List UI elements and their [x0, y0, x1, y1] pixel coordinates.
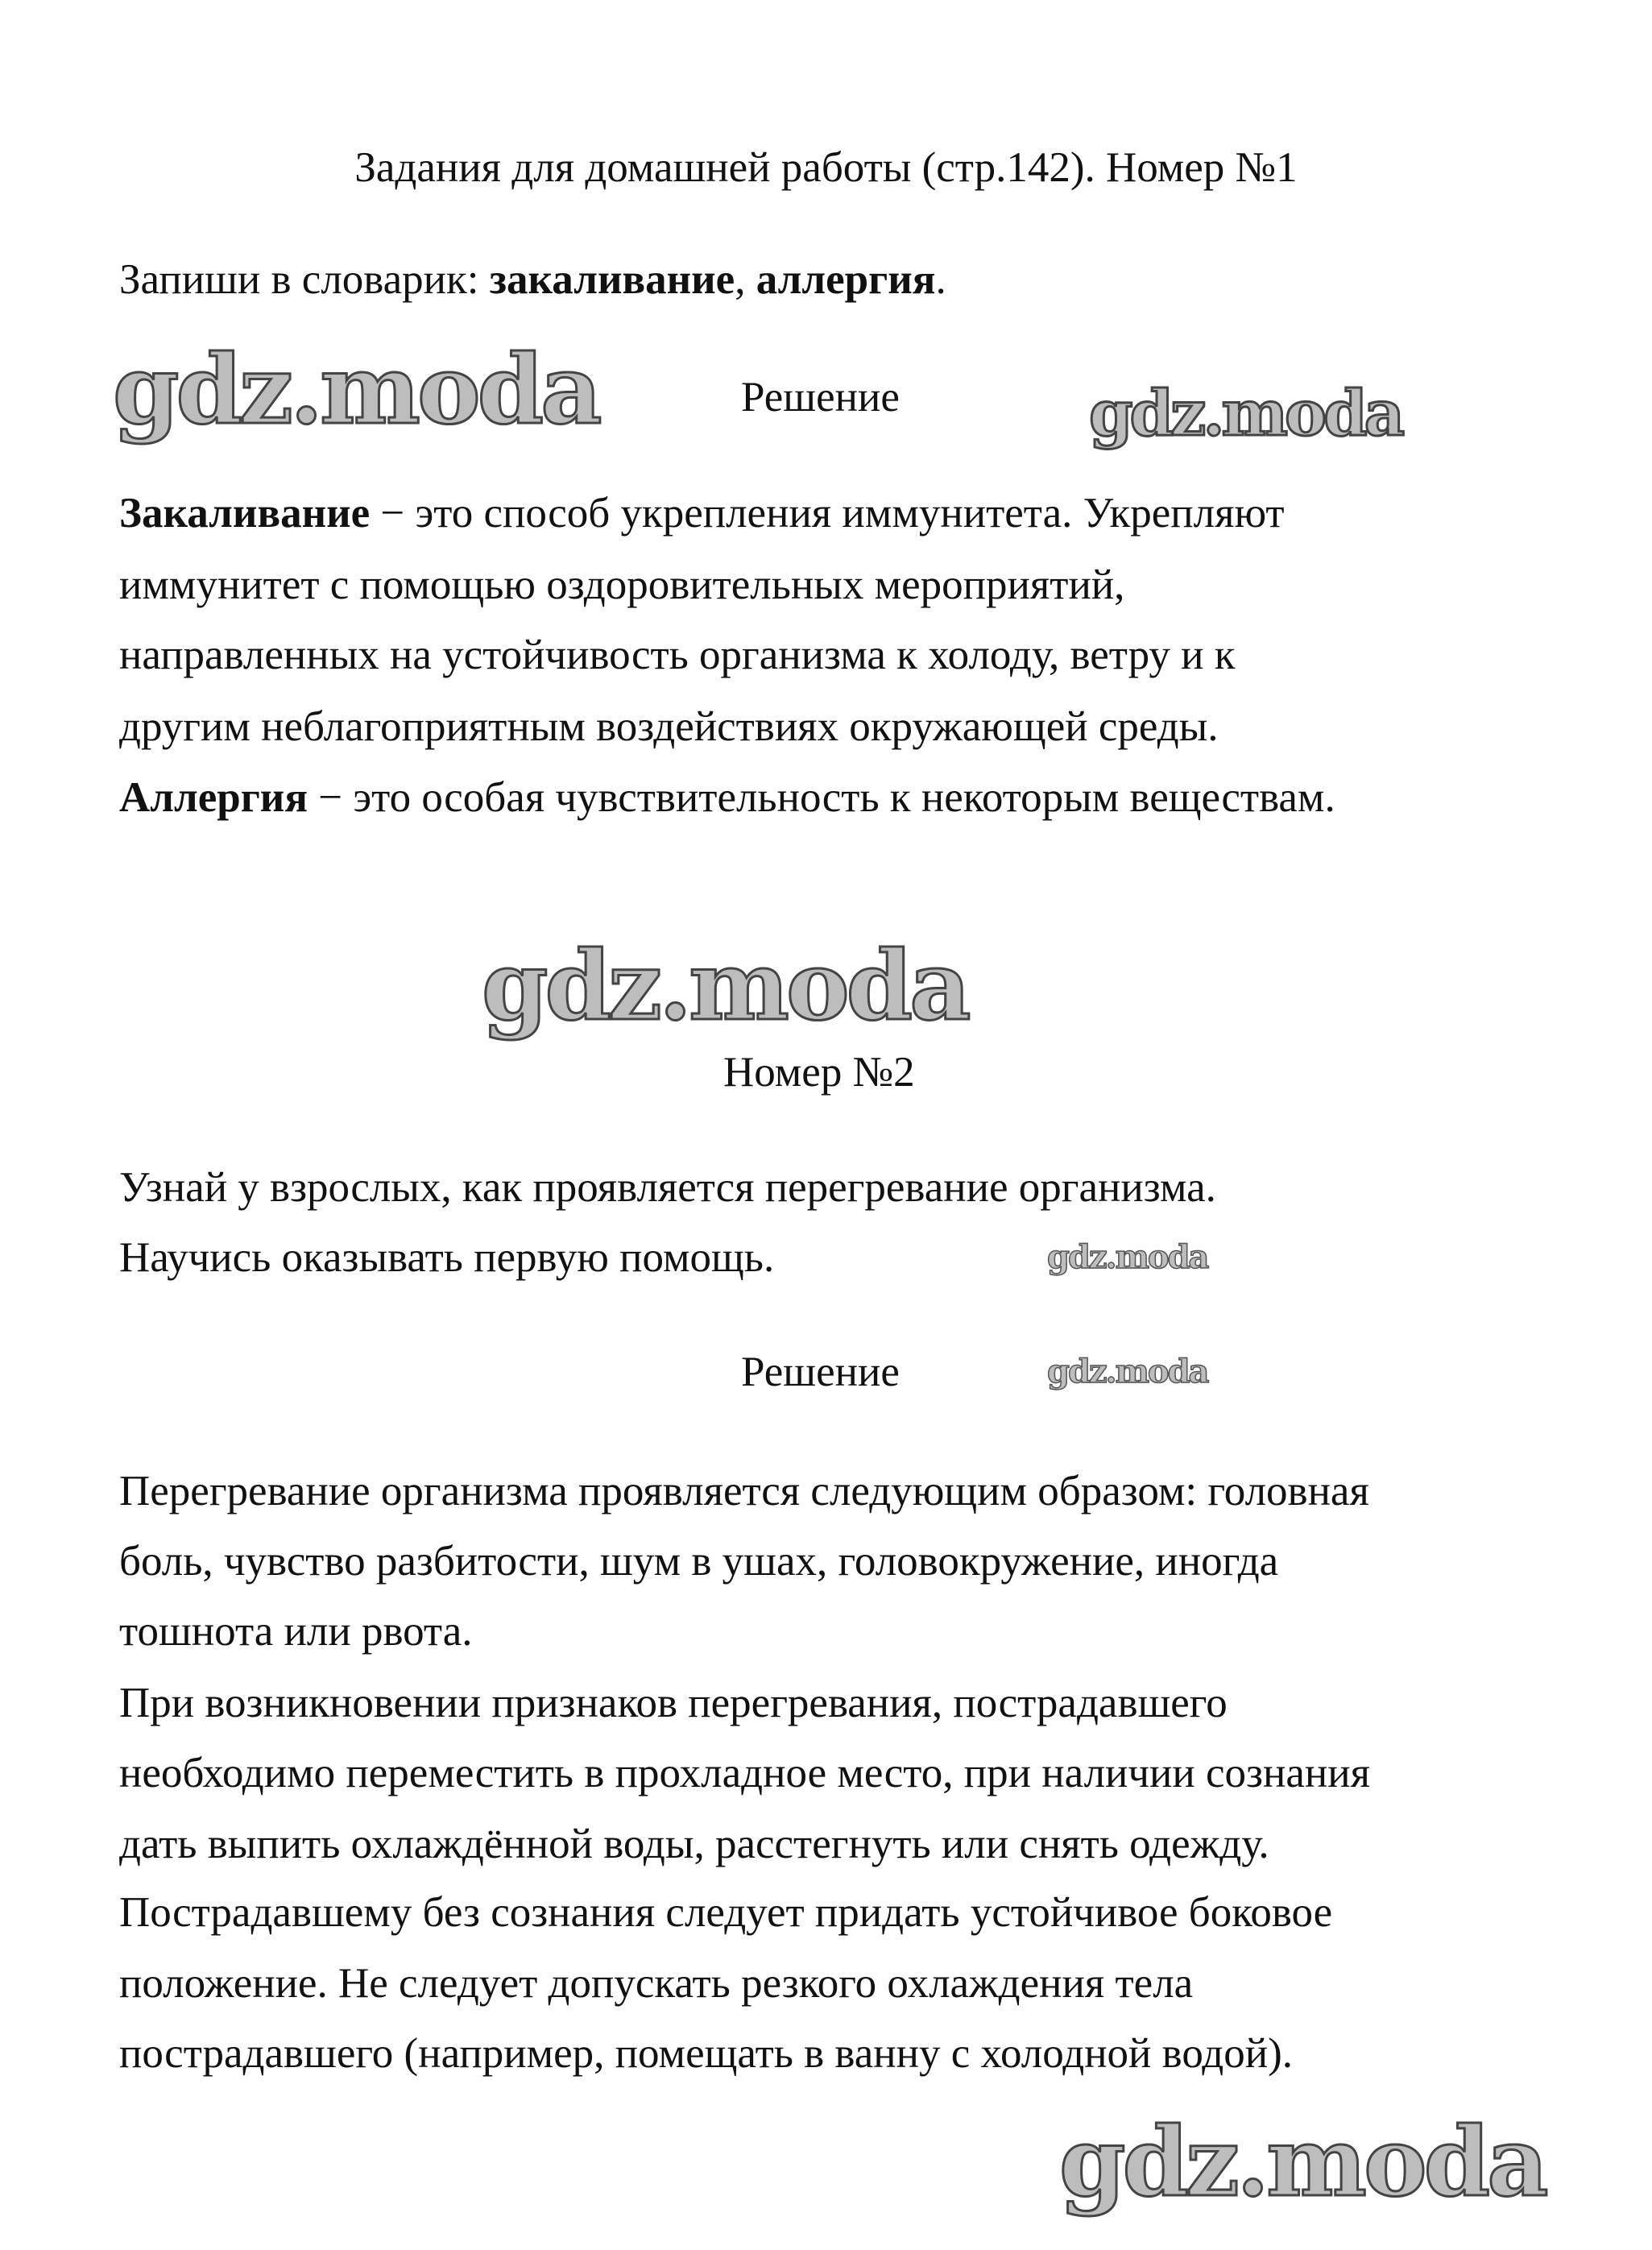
task1-prompt: [119, 255, 946, 304]
prompt-term-1: закаливание: [489, 256, 735, 303]
watermark-logo: gdz.moda: [1059, 2106, 1546, 2218]
watermark-logo: gdz.moda: [113, 334, 599, 445]
answer-line: При возникновении признаков перегревания, пострадавшего: [119, 1680, 1228, 1726]
answer-line: пострадавшего (например, помещать в ванну с холодной водой).: [119, 2030, 1294, 2077]
answer-line: Перегревание организма проявляется следующим образом: головная: [119, 1468, 1369, 1515]
watermark-logo-small: gdz.moda: [1047, 1238, 1208, 1276]
prompt-end: .: [935, 256, 946, 303]
prompt-prefix: Запиши в словарик:: [119, 256, 490, 303]
answer-text: − это особая чувствительность к некоторым веществам.: [308, 774, 1335, 821]
answer-text: − это способ укрепления иммунитета. Укрепляют: [370, 490, 1285, 537]
answer-line: тошнота или рвота.: [119, 1608, 473, 1655]
task2-prompt-line: Узнай у взрослых, как проявляется перегревание организма.: [119, 1164, 1216, 1211]
watermark-logo-small: gdz.moda: [1047, 1353, 1208, 1390]
answer-term-2: Аллергия: [119, 774, 308, 821]
task2-prompt-line: Научись оказывать первую помощь.: [119, 1234, 775, 1281]
answer-line: [119, 489, 1285, 537]
answer-line: другим неблагоприятным воздействиях окружающей среды.: [119, 703, 1219, 750]
task1-heading: Задания для домашней работы (стр.142). Номер №1: [354, 144, 1298, 191]
answer-line: направленных на устойчивость организма к холоду, ветру и к: [119, 632, 1236, 678]
answer-line: положение. Не следует допускать резкого охлаждения тела: [119, 1960, 1194, 2007]
task2-heading: Номер №2: [723, 1049, 915, 1096]
answer-line: [119, 773, 1335, 822]
task2-solution-label: Решение: [741, 1349, 900, 1395]
watermark-logo: gdz.moda: [1089, 377, 1402, 450]
prompt-sep: ,: [735, 256, 756, 303]
answer-line: дать выпить охлаждённой воды, расстегнуть или снять одежду.: [119, 1821, 1269, 1867]
answer-term-1: Закаливание: [119, 490, 371, 537]
answer-line: боль, чувство разбитости, шум в ушах, головокружение, иногда: [119, 1538, 1279, 1585]
answer-line: Пострадавшему без сознания следует придать устойчивое боковое: [119, 1889, 1333, 1936]
task1-solution-label: Решение: [741, 374, 900, 421]
prompt-term-2: аллергия: [756, 256, 936, 303]
answer-line: необходимо переместить в прохладное место, при наличии сознания: [119, 1750, 1370, 1796]
watermark-logo: gdz.moda: [482, 930, 968, 1042]
answer-line: иммунитет с помощью оздоровительных мероприятий,: [119, 561, 1125, 608]
